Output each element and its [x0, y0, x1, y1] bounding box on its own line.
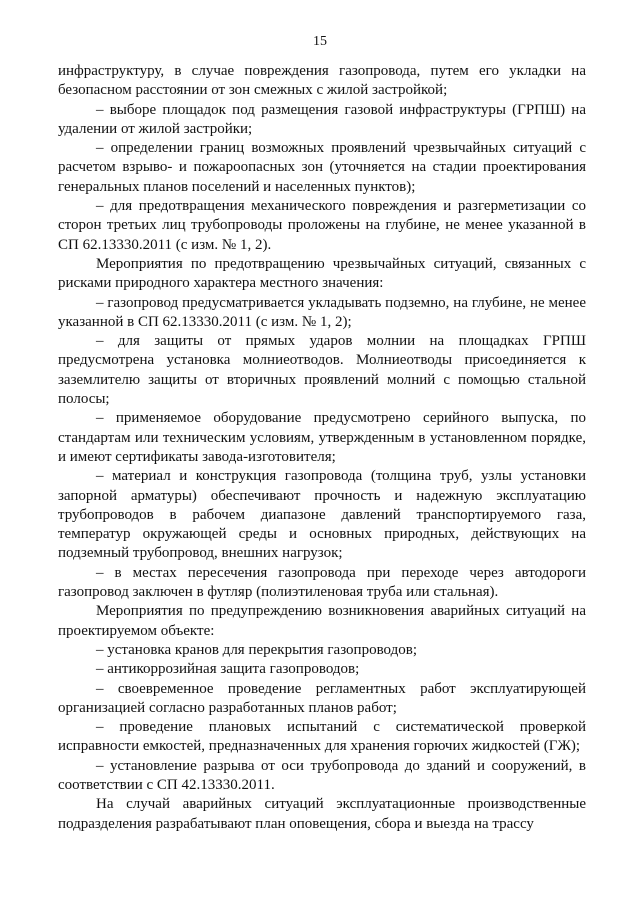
paragraph-p14: – своевременное проведение регламентных работ эксплуатирующей организацией согласно разработанных планов работ;	[58, 680, 586, 716]
document-body	[58, 62, 586, 834]
paragraph-p13: – антикоррозийная защита газопроводов;	[96, 661, 360, 678]
paragraph-p1: инфраструктуру, в случае повреждения газопровода, путем его укладки на безопасном расстоянии от зон смежных с жилой застройкой;	[58, 63, 586, 99]
paragraph-p5: Мероприятия по предотвращению чрезвычайных ситуаций, связанных с рисками природного характера местного значения:	[58, 255, 586, 292]
paragraph-p6: – газопровод предусматривается укладывать подземно, на глубине, не менее указанной в СП 62.13330.2011 (с изм. № 1, 2);	[58, 294, 586, 330]
paragraph-p4: – для предотвращения механического повреждения и разгерметизации со сторон третьих лиц трубопроводы проложены на глубине, не менее указанной в СП 62.13330.2011 (с изм. № 1, 2).	[58, 198, 586, 253]
paragraph-p17: На случай аварийных ситуаций эксплуатационные производственные подразделения разрабатывают план оповещения, сбора и выезда на трассу	[58, 796, 586, 832]
paragraph-p16: – установление разрыва от оси трубопровода до зданий и сооружений, в соответствии с СП 42.13330.2011.	[58, 757, 586, 793]
page-number: 15	[313, 34, 327, 49]
paragraph-p9: – материал и конструкция газопровода (толщина труб, узлы установки запорной арматуры) обеспечивают прочность и надежную эксплуатацию трубопроводов в рабочем диапазоне давлений транспортируемого газа, температур окружающей среды и основных природных, действующих на подземный трубопровод, внешних нагрузок;	[58, 468, 586, 562]
paragraph-p7: – для защиты от прямых ударов молнии на площадках ГРПШ предусмотрена установка молниеотводов. Молниеотводы присоединяется к заземлителю защиты от вторичных проявлений молний с помощью стальной полосы;	[58, 333, 586, 408]
paragraph-p11: Мероприятия по предупреждению возникновения аварийных ситуаций на проектируемом объекте:	[58, 603, 586, 639]
paragraph-p8: – применяемое оборудование предусмотрено серийного выпуска, по стандартам или техническим условиям, утвержденным в установленном порядке, и имеют сертификаты завода-изготовителя;	[58, 410, 586, 465]
paragraph-p10: – в местах пересечения газопровода при переходе через автодороги газопровод заключен в футляр (полиэтиленовая труба или стальная).	[58, 564, 586, 601]
paragraph-p3: – определении границ возможных проявлений чрезвычайных ситуаций с расчетом взрыво- и пожароопасных зон (уточняется на стадии проектирования генеральных планов поселений и населенных пунктов);	[58, 140, 586, 195]
paragraph-p2: – выборе площадок под размещения газовой инфраструктуры (ГРПШ) на удалении от жилой застройки;	[58, 101, 586, 137]
paragraph-p12: – установка кранов для перекрытия газопроводов;	[96, 641, 417, 658]
paragraph-p15: – проведение плановых испытаний с систематической проверкой исправности емкостей, предназначенных для хранения горючих жидкостей (ГЖ);	[58, 719, 586, 755]
